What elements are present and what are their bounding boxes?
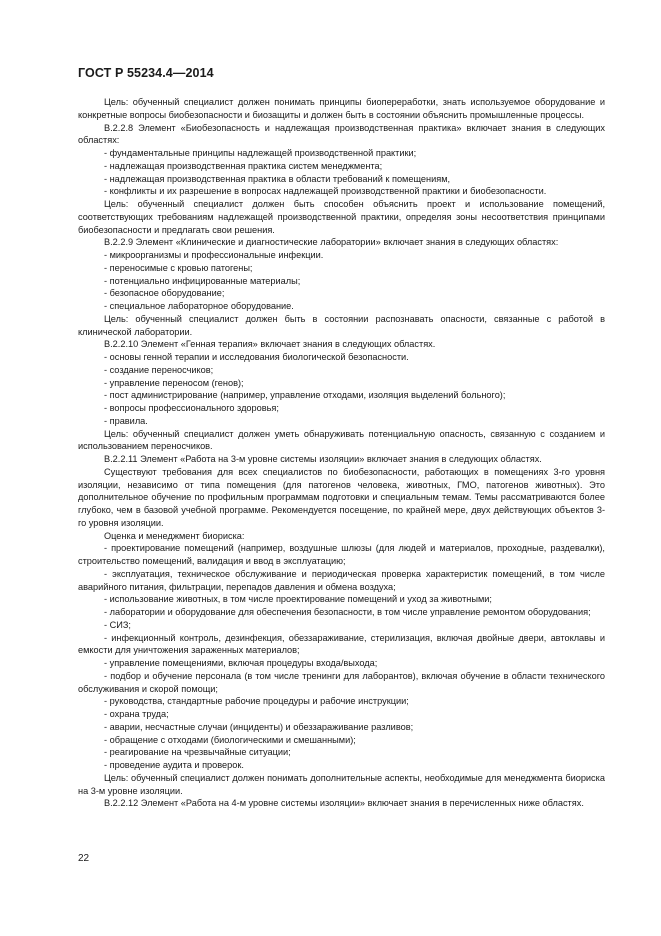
list-item: - управление помещениями, включая процедуры входа/выхода; [104,658,378,668]
list-item: - переносимые с кровью патогены; [104,262,253,273]
paragraph: Существуют требования для всех специалистов по биобезопасности, работающих в помещениях 3-го уровня изоляции, независимо от типа помещения (для патогенов человека, животных, ГМО, патогенов животных). Это дополнительное обучение по профильным программам подготовки и специальным темам. Темы рассматриваются более глубоко, чем в базовой учебной программе. Рекомендуется посещение, по крайней мере, двух действующих объектов 3-го уровня изоляции. [78,466,605,528]
paragraph: В.2.2.11 Элемент «Работа на 3-м уровне системы изоляции» включает знания в следующих областях. [104,454,542,464]
list-item: - вопросы профессионального здоровья; [104,403,279,413]
list-item: - эксплуатация, техническое обслуживание и периодическая проверка характеристик помещений, в том числе аварийного питания, фильтрации, перепадов давления и обмена воздуха; [78,568,605,592]
paragraph: Цель: обученный специалист должен быть способен объяснить проект и использование помещений, соответствующих требованиям надлежащей производственной практики, определяя зоны несоответствия принципами биобезопасности и предлагать свои решения. [78,199,605,235]
paragraph: В.2.2.12 Элемент «Работа на 4-м уровне системы изоляции» включает знания в перечисленных ниже областях. [104,798,584,809]
list-item: - пост администрирование (например, управление отходами, изоляция выделений больного); [104,390,506,401]
list-item: - фундаментальные принципы надлежащей производственной практики; [104,148,417,158]
list-item: - проведение аудита и проверок. [104,760,244,770]
paragraph: Цель: обученный специалист должен быть в состоянии распознавать опасности, связанные с работой в клинической лаборатории. [78,313,605,337]
list-item: - реагирование на чрезвычайные ситуации; [104,747,291,758]
list-item: - аварии, несчастные случаи (инциденты) и обеззараживание разливов; [104,721,414,732]
list-item: - правила. [104,415,148,426]
paragraph: Оценка и менеджмент биориска: [104,530,245,541]
list-item: - надлежащая производственная практика систем менеджмента; [104,160,383,171]
list-item: - основы генной терапии и исследования биологической безопасности. [104,352,409,362]
list-item: - инфекционный контроль, дезинфекция, обеззараживание, стерилизация, включая двойные двери, автоклавы и емкости для уничтожения зараженных материалов; [78,632,605,656]
list-item: - безопасное оборудование; [104,288,225,299]
list-item: - охрана труда; [104,709,169,719]
document-body [78,96,605,810]
page-number: 22 [78,853,90,864]
list-item: - управление переносом (генов); [104,377,244,388]
list-item: - надлежащая производственная практика в области требований к помещениям, [104,173,451,184]
list-item: - подбор и обучение персонала (в том числе тренинги для лаборантов), включая обучение в области технического обслуживания и скорой помощи; [78,670,605,694]
list-item: - обращение с отходами (биологическими и смешанными); [104,734,356,745]
paragraph: В.2.2.9 Элемент «Клинические и диагностические лаборатории» включает знания в следующих областях: [104,237,559,248]
paragraph: Цель: обученный специалист должен понимать дополнительные аспекты, необходимые для менеджмента биориска на 3-м уровне изоляции. [78,772,605,796]
list-item: - потенциально инфицированные материалы; [104,275,301,286]
list-item: - проектирование помещений (например, воздушные шлюзы (для людей и материалов, проходные, раздевалки), строительство помещений, валидация и ввод в эксплуатацию; [78,543,605,566]
list-item: - использование животных, в том числе проектирование помещений и уход за животными; [104,594,492,605]
list-item: - СИЗ; [104,619,131,630]
list-item: - специальное лабораторное оборудование. [104,301,294,311]
document-header-title: ГОСТ Р 55234.4—2014 [78,66,214,80]
list-item: - микроорганизмы и профессиональные инфекции. [104,250,324,260]
list-item: - лаборатории и оборудование для обеспечения безопасности, в том числе управление ремонтом оборудования; [104,607,591,617]
paragraph: Цель: обученный специалист должен понимать принципы биопереработки, знать используемое оборудование и конкретные вопросы биобезопасности и биозащиты и должен быть в состоянии объяснить промышленные процессы. [78,97,605,120]
list-item: - руководства, стандартные рабочие процедуры и рабочие инструкции; [104,696,409,707]
paragraph: В.2.2.10 Элемент «Генная терапия» включает знания в следующих областях. [104,339,436,350]
paragraph: Цель: обученный специалист должен уметь обнаруживать потенциальную опасность, связанную с созданием и использованием переносчиков. [78,428,605,452]
list-item: - конфликты и их разрешение в вопросах надлежащей производственной практики и биобезопасности. [104,186,547,197]
paragraph: В.2.2.8 Элемент «Биобезопасность и надлежащая производственная практика» включает знания в следующих областях: [78,122,605,146]
list-item: - создание переносчиков; [104,364,214,375]
